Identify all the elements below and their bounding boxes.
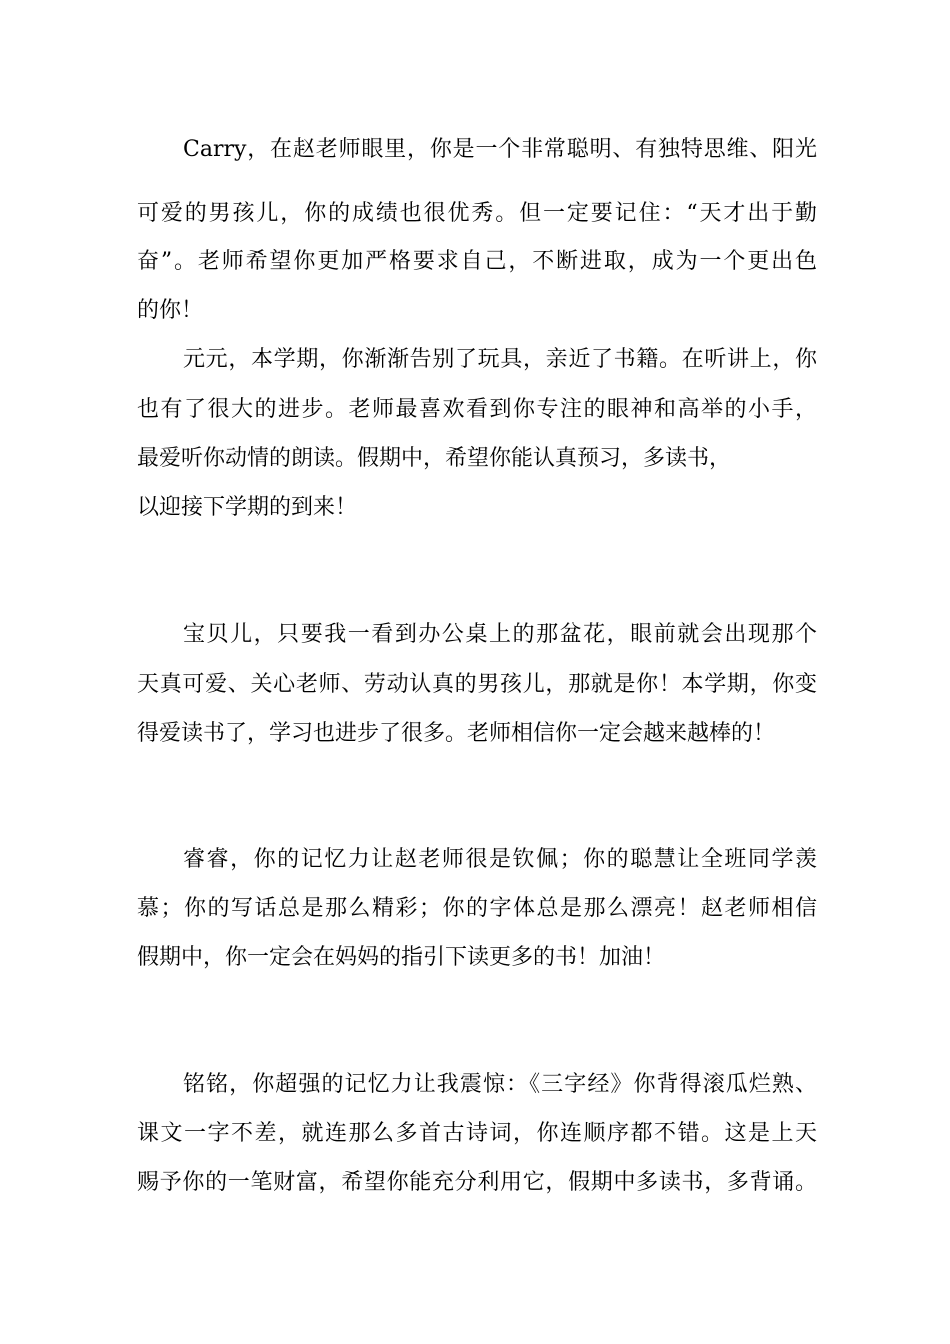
paragraph-3-line-3: 得爱读书了，学习也进步了很多。老师相信你一定会越来越棒的！ — [137, 721, 776, 746]
paragraph-2-line-3: 最爱听你动情的朗读。假期中，希望你能认真预习，多读书， — [137, 446, 732, 471]
paragraph-4-line-2: 慕；你的写话总是那么精彩；你的字体总是那么漂亮！赵老师相信 — [137, 896, 817, 921]
paragraph-3-line-1: 宝贝儿，只要我一看到办公桌上的那盆花，眼前就会出现那个 — [183, 622, 817, 647]
paragraph-4-line-3: 假期中，你一定会在妈妈的指引下读更多的书！加油！ — [137, 945, 666, 970]
paragraph-4-line-1: 睿睿，你的记忆力让赵老师很是钦佩；你的聪慧让全班同学羡 — [183, 847, 817, 872]
paragraph-5-line-2: 课文一字不差，就连那么多首古诗词，你连顺序都不错。这是上天 — [137, 1121, 817, 1146]
paragraph-1-line-3: 奋”。老师希望你更加严格要求自己，不断进取，成为一个更出色 — [137, 249, 817, 274]
paragraph-5-line-3: 赐予你的一笔财富，希望你能充分利用它，假期中多读书，多背诵。 — [137, 1170, 817, 1195]
paragraph-1-line-4: 的你！ — [137, 298, 204, 323]
paragraph-5-line-1: 铭铭，你超强的记忆力让我震惊：《三字经》你背得滚瓜烂熟、 — [183, 1072, 817, 1097]
paragraph-2-line-2: 也有了很大的进步。老师最喜欢看到你专注的眼神和高举的小手， — [137, 397, 817, 422]
paragraph-2-line-4: 以迎接下学期的到来！ — [137, 495, 358, 520]
paragraph-3-line-2: 天真可爱、关心老师、劳动认真的男孩儿，那就是你！本学期，你变 — [137, 672, 817, 697]
paragraph-1-line-1: Carry，在赵老师眼里，你是一个非常聪明、有独特思维、阳光 — [183, 137, 817, 162]
paragraph-2-line-1: 元元，本学期，你渐渐告别了玩具，亲近了书籍。在听讲上，你 — [183, 347, 817, 372]
paragraph-1-line-2: 可爱的男孩儿，你的成绩也很优秀。但一定要记住：“天才出于勤 — [137, 201, 817, 226]
